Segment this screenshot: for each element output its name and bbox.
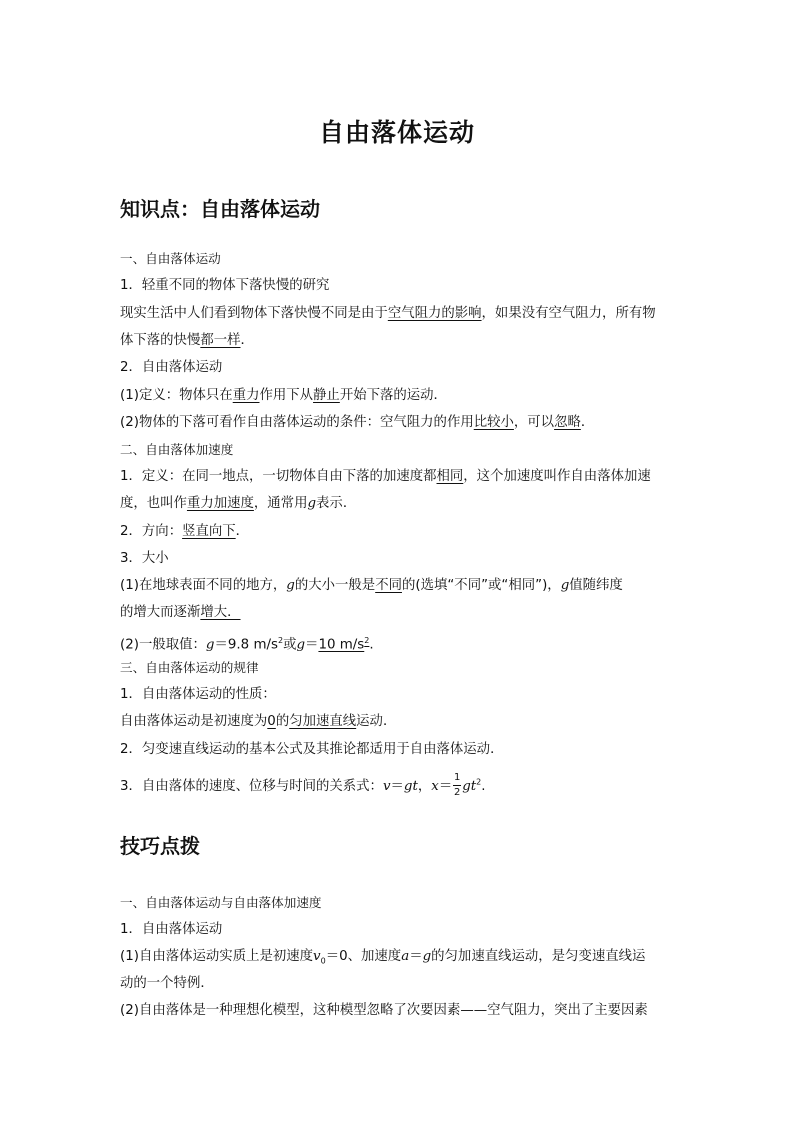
relation-formula-line: 3．自由落体的速度、位移与时间的关系式：v＝gt，x＝ $\frac{1}{2}$ $gt^2$. — [120, 772, 486, 798]
magnitude-detail-2: 的增大而逐渐增大． — [120, 605, 241, 620]
heading-motion-and-acceleration: 一、自由落体运动与自由落体加速度 — [120, 895, 322, 910]
magnitude-detail-1: (1)在地球表面不同的地方，g的大小一般是不同的(选填“不同”或“相同”)，g值随纬度 — [120, 578, 623, 593]
nature-detail-line: 自由落体运动是初速度为0的匀加速直线运动． — [120, 714, 397, 729]
definition-line: (1)定义：物体只在重力作用下从静止开始下落的运动． — [120, 388, 447, 403]
item-speed-study: 1．轻重不同的物体下落快慢的研究 — [120, 278, 330, 293]
typical-value-line: (2)一般取值：g＝9.8 $m/s^2$或g＝10 $m/s^2$. — [120, 636, 374, 653]
item-free-fall-2: 1．自由落体运动 — [120, 922, 223, 937]
direction-line: 2．方向：竖直向下． — [120, 524, 250, 539]
acceleration-definition-2: 度，也叫作重力加速度，通常用g表示． — [120, 496, 357, 511]
item-free-fall: 2．自由落体运动 — [120, 360, 223, 375]
nature-line: 1．自由落体运动的性质： — [120, 687, 276, 702]
one-half-fraction: $\frac{1}{2}$ — [454, 772, 461, 798]
section-heading-tips: 技巧点拨 — [120, 834, 200, 858]
acceleration-definition-1: 1．定义：在同一地点，一切物体自由下落的加速度都相同，这个加速度叫作自由落体加速 — [120, 469, 651, 484]
ideal-model-line: (2)自由落体是一种理想化模型，这种模型忽略了次要因素——空气阻力，突出了主要因素 — [120, 1003, 648, 1018]
condition-line: (2)物体的下落可看作自由落体运动的条件：空气阻力的作用比较小，可以忽略． — [120, 415, 595, 430]
heading-acceleration: 二、自由落体加速度 — [120, 442, 234, 457]
heading-laws: 三、自由落体运动的规律 — [120, 660, 259, 675]
document-title: 自由落体运动 — [318, 118, 475, 147]
essence-line-1: (1)自由落体运动实质上是初速度$v_0=0$、加速度a＝g的匀加速直线运动，是匀变速直线运 — [120, 949, 646, 966]
section-heading-knowledge: 知识点：自由落体运动 — [120, 197, 320, 221]
heading-free-fall-motion: 一、自由落体运动 — [120, 251, 221, 266]
essence-line-2: 动的一个特例． — [120, 976, 214, 991]
paragraph-air-resistance-2: 体下落的快慢都一样． — [120, 333, 254, 348]
formula-applicability-line: 2．匀变速直线运动的基本公式及其推论都适用于自由落体运动． — [120, 742, 504, 757]
magnitude-line: 3．大小 — [120, 551, 169, 566]
paragraph-air-resistance-1: 现实生活中人们看到物体下落快慢不同是由于空气阻力的影响，如果没有空气阻力，所有物 — [120, 306, 656, 321]
